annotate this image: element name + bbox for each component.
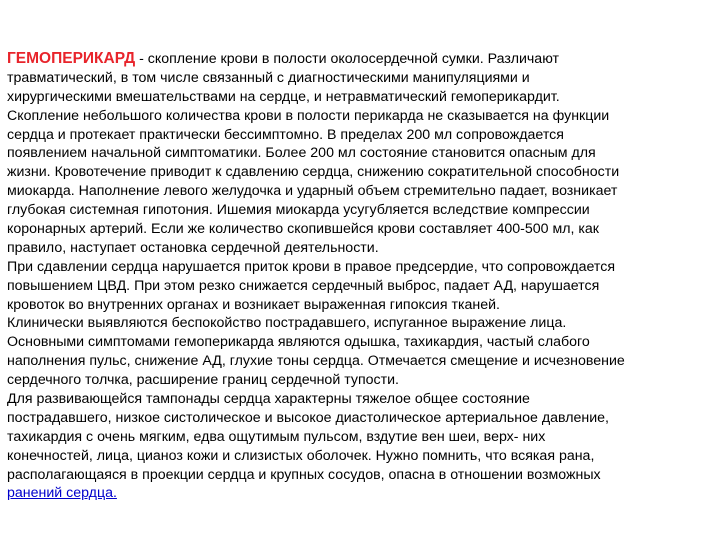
text-line-last — [7, 484, 707, 503]
text-line: располагающаяся в проекции сердца и крупных сосудов, опасна в отношении возможных — [7, 466, 601, 483]
text-line: тахикардия с очень мягким, едва ощутимым пульсом, вздутие вен шеи, верх- них — [7, 428, 546, 445]
link-cardiac-wounds[interactable]: ранений сердца — [7, 485, 113, 502]
text-line: хирургическими вмешательствами на сердце, и нетравматический гемоперикардит. — [7, 88, 560, 105]
text-line: миокарда. Наполнение левого желудочка и ударный объем стремительно падает, возникает — [7, 183, 618, 200]
text-line: коронарных артерий. Если же количество скопившейся крови составляет 400-500 мл, как — [7, 221, 599, 238]
text-line: пострадавшего, низкое систолическое и высокое диастолическое артериальное давление, — [7, 409, 609, 426]
text-line: Основными симптомами гемоперикарда являются одышка, тахикардия, частый слабого — [7, 334, 590, 351]
text-line: Для развивающейся тампонады сердца характерны тяжелое общее состояние — [7, 391, 530, 408]
text-line: кровоток во внутренних органах и возникает выраженная гипоксия тканей. — [7, 296, 500, 313]
text-line: сердца и протекает практически бессимптомно. В пределах 200 мл сопровождается — [7, 126, 564, 143]
text-line: глубокая системная гипотония. Ишемия миокарда усугубляется вследствие компрессии — [7, 202, 590, 219]
text-block — [7, 50, 707, 503]
text-line: Клинически выявляются беспокойство пострадавшего, испуганное выражение лица. — [7, 315, 567, 332]
text-line: жизни. Кровотечение приводит к сдавлению сердца, снижению сократительной способности — [7, 164, 620, 181]
text-line: При сдавлении сердца нарушается приток крови в правое предсердие, что сопровождается — [7, 258, 616, 275]
link-period: . — [112, 485, 117, 502]
text-line: сердечного толчка, расширение границ сердечной тупости. — [7, 372, 399, 389]
text-line-1 — [7, 50, 707, 69]
text-line: появлением начальной симптоматики. Более 200 мл состояние становится опасным для — [7, 145, 596, 162]
definition-text: - скопление крови в полости околосердечной сумки. Различают — [135, 51, 560, 67]
text-line: конечностей, лица, цианоз кожи и слизистых оболочек. Нужно помнить, что всякая рана, — [7, 447, 595, 464]
text-line: травматический, в том числе связанный с диагностическими манипуляциями и — [7, 69, 530, 86]
text-line: правило, наступает остановка сердечной деятельности. — [7, 239, 379, 256]
text-line: повышением ЦВД. При этом резко снижается сердечный выброс, падает АД, нарушается — [7, 277, 600, 294]
text-line: наполнения пульс, снижение АД, глухие тоны сердца. Отмечается смещение и исчезновение — [7, 353, 625, 370]
term-heading: ГЕМОПЕРИКАРД — [7, 50, 136, 67]
text-line: Скопление небольшого количества крови в полости перикарда не сказывается на функции — [7, 107, 610, 124]
